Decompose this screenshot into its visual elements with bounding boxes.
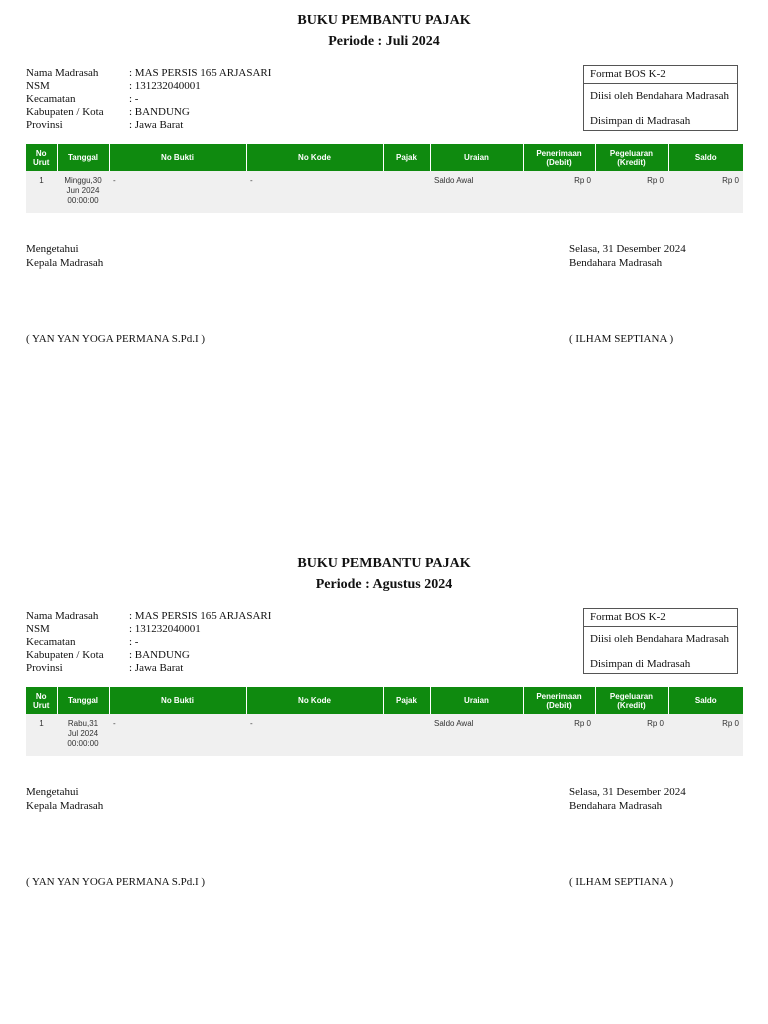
cell-no-bukti: -: [109, 171, 246, 213]
col-uraian: Uraian: [430, 687, 523, 714]
cell-tanggal: Rabu,31 Jul 2024 00:00:00: [57, 714, 109, 756]
format-divider: [584, 83, 737, 84]
info-row-nsm: [26, 623, 271, 636]
col-penerimaan: Penerimaan (Debit): [523, 144, 595, 171]
col-tanggal: Tanggal: [57, 144, 109, 171]
cell-pajak: [383, 714, 430, 756]
sign-left-line2: Kepala Madrasah: [26, 257, 104, 269]
info-row-kabupaten: [26, 106, 271, 119]
cell-saldo: Rp 0: [668, 171, 743, 213]
table-row: [26, 714, 743, 756]
signer-name-treasurer: ( ILHAM SEPTIANA ): [569, 333, 674, 345]
info-value: : Jawa Barat: [129, 119, 184, 131]
report-title: BUKU PEMBANTU PAJAK: [297, 556, 471, 571]
sign-date: Selasa, 31 Desember 2024: [569, 786, 686, 798]
sign-right-role: Bendahara Madrasah: [569, 257, 663, 269]
sign-right-role: Bendahara Madrasah: [569, 800, 663, 812]
format-code: Format BOS K-2: [590, 68, 666, 80]
info-value: : 131232040001: [129, 80, 201, 92]
info-label: Kecamatan: [26, 636, 76, 648]
col-no-urut: No Urut: [26, 687, 57, 714]
info-value: : -: [129, 93, 139, 105]
cell-no-kode: -: [246, 171, 383, 213]
info-label: Nama Madrasah: [26, 67, 99, 79]
table-header-row: [26, 687, 743, 714]
format-box: [583, 65, 738, 131]
col-no-bukti: No Bukti: [109, 687, 246, 714]
report-period: Periode : Juli 2024: [328, 34, 440, 49]
signature-left: [26, 242, 103, 270]
col-no-urut: No Urut: [26, 144, 57, 171]
col-no-bukti: No Bukti: [109, 144, 246, 171]
format-filled-by: Diisi oleh Bendahara Madrasah: [590, 633, 729, 645]
info-value: : MAS PERSIS 165 ARJASARI: [129, 610, 272, 622]
col-no-kode: No Kode: [246, 687, 383, 714]
col-no-kode: No Kode: [246, 144, 383, 171]
cell-debit: Rp 0: [523, 171, 595, 213]
signature-right: [569, 242, 686, 270]
format-filled-by: Diisi oleh Bendahara Madrasah: [590, 90, 729, 102]
cell-no: 1: [26, 714, 57, 756]
school-info: [26, 67, 271, 132]
info-row-nama: [26, 610, 271, 623]
col-tanggal: Tanggal: [57, 687, 109, 714]
tax-ledger-table: [26, 687, 743, 756]
cell-saldo: Rp 0: [668, 714, 743, 756]
format-divider: [584, 626, 737, 627]
cell-uraian: Saldo Awal: [430, 714, 523, 756]
info-label: Kabupaten / Kota: [26, 106, 104, 118]
signature-left: [26, 785, 103, 813]
signature-right: [569, 785, 686, 813]
info-value: : BANDUNG: [129, 106, 190, 118]
col-pajak: Pajak: [383, 144, 430, 171]
sign-left-line1: Mengetahui: [26, 243, 79, 255]
info-label: Nama Madrasah: [26, 610, 99, 622]
table-row: [26, 171, 743, 213]
cell-kredit: Rp 0: [595, 171, 668, 213]
col-pengeluaran: Pegeluaran (Kredit): [595, 687, 668, 714]
info-label: NSM: [26, 80, 50, 92]
signer-name-treasurer: ( ILHAM SEPTIANA ): [569, 876, 674, 888]
info-label: Kecamatan: [26, 93, 76, 105]
cell-pajak: [383, 171, 430, 213]
info-row-kecamatan: [26, 636, 271, 649]
info-label: NSM: [26, 623, 50, 635]
info-value: : Jawa Barat: [129, 662, 184, 674]
col-saldo: Saldo: [668, 687, 743, 714]
sign-left-line1: Mengetahui: [26, 786, 79, 798]
info-row-provinsi: [26, 662, 271, 675]
format-stored-at: Disimpan di Madrasah: [590, 658, 691, 670]
info-row-provinsi: [26, 119, 271, 132]
cell-no-bukti: -: [109, 714, 246, 756]
col-penerimaan: Penerimaan (Debit): [523, 687, 595, 714]
info-value: : 131232040001: [129, 623, 201, 635]
col-saldo: Saldo: [668, 144, 743, 171]
school-info: [26, 610, 271, 675]
signer-name-head: ( YAN YAN YOGA PERMANA S.Pd.I ): [26, 876, 206, 888]
cell-no-kode: -: [246, 714, 383, 756]
cell-tanggal: Minggu,30 Jun 2024 00:00:00: [57, 171, 109, 213]
info-label: Kabupaten / Kota: [26, 649, 104, 661]
info-row-nama: [26, 67, 271, 80]
col-uraian: Uraian: [430, 144, 523, 171]
info-label: Provinsi: [26, 662, 63, 674]
cell-kredit: Rp 0: [595, 714, 668, 756]
col-pajak: Pajak: [383, 687, 430, 714]
sign-date: Selasa, 31 Desember 2024: [569, 243, 686, 255]
cell-uraian: Saldo Awal: [430, 171, 523, 213]
info-value: : -: [129, 636, 139, 648]
format-box: [583, 608, 738, 674]
info-row-kabupaten: [26, 649, 271, 662]
report-period: Periode : Agustus 2024: [315, 577, 453, 592]
col-pengeluaran: Pegeluaran (Kredit): [595, 144, 668, 171]
tax-ledger-table: [26, 144, 743, 213]
signer-name-head: ( YAN YAN YOGA PERMANA S.Pd.I ): [26, 333, 206, 345]
sign-left-line2: Kepala Madrasah: [26, 800, 104, 812]
table-header-row: [26, 144, 743, 171]
info-label: Provinsi: [26, 119, 63, 131]
info-row-nsm: [26, 80, 271, 93]
format-stored-at: Disimpan di Madrasah: [590, 115, 691, 127]
info-value: : BANDUNG: [129, 649, 190, 661]
cell-no: 1: [26, 171, 57, 213]
cell-debit: Rp 0: [523, 714, 595, 756]
info-value: : MAS PERSIS 165 ARJASARI: [129, 67, 272, 79]
report-title: BUKU PEMBANTU PAJAK: [297, 13, 471, 28]
format-code: Format BOS K-2: [590, 611, 666, 623]
info-row-kecamatan: [26, 93, 271, 106]
